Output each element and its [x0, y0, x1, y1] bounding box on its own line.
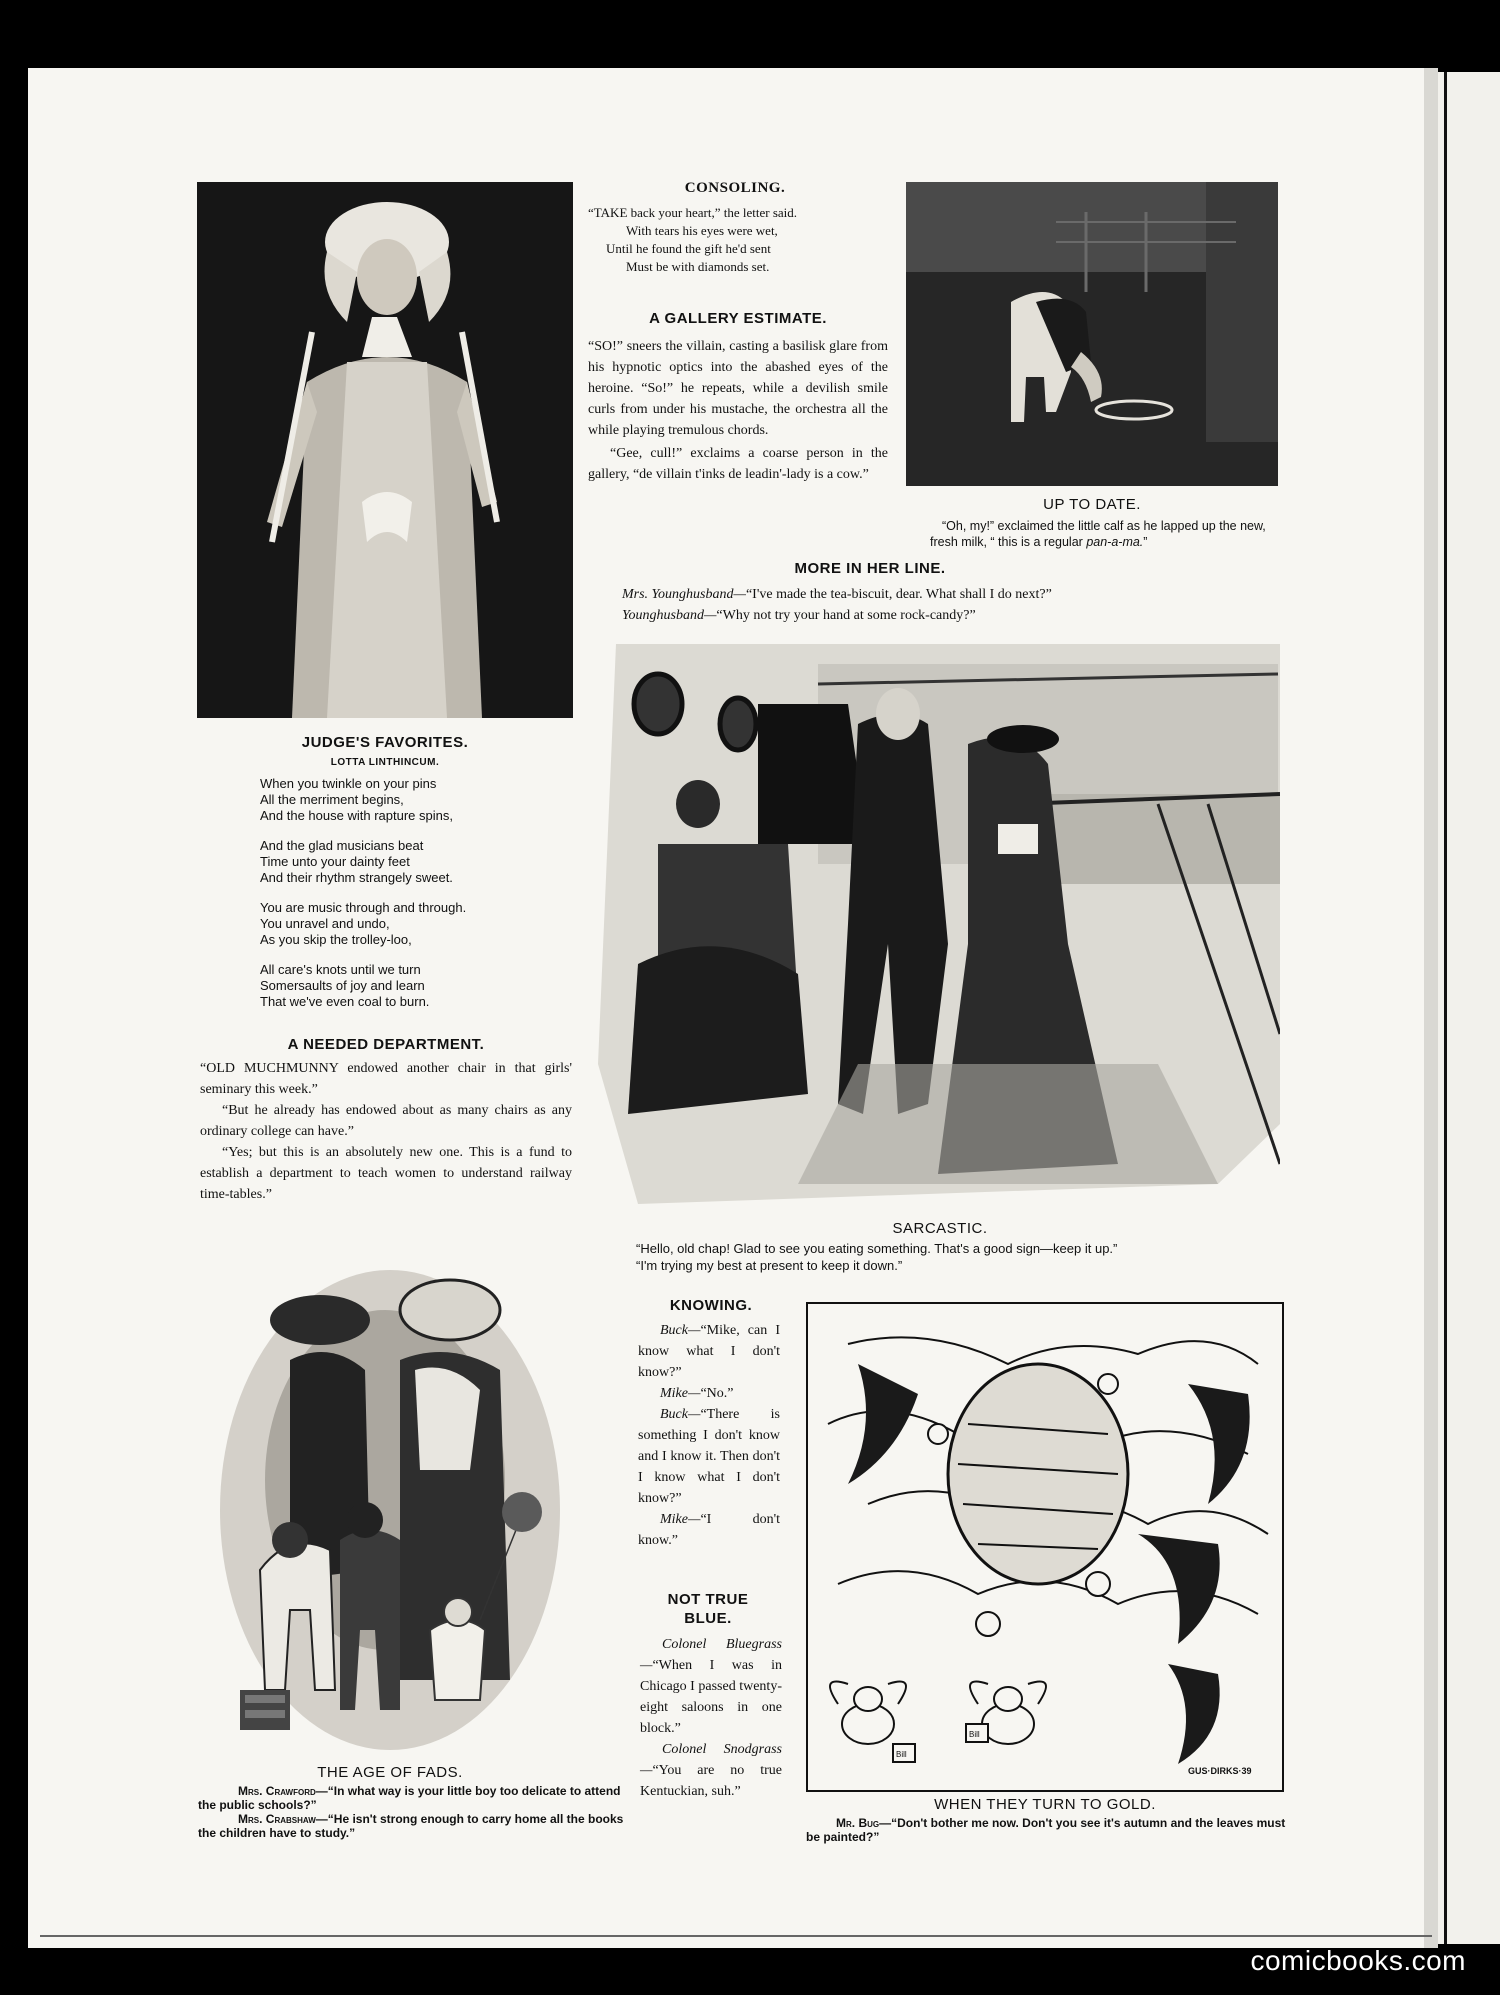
gallery-estimate-text [588, 336, 888, 485]
up-to-date-quote: “Oh, my!” exclaimed the little calf as he lapped up the new, fresh milk, “ this is a regular [930, 519, 1266, 549]
poem-stanza [260, 900, 560, 948]
more-in-her-line-dialogue [622, 584, 1342, 626]
not-true-blue-title-line-1: NOT TRUE [667, 1591, 749, 1608]
consoling-line: “TAKE back your heart,” the letter said. [588, 205, 798, 220]
judges-favorites-title: JUDGE'S FAVORITES. [301, 734, 469, 751]
poem-stanza [260, 776, 560, 824]
poem-line: Somersaults of joy and learn [260, 978, 425, 993]
judges-favorites-poem [260, 776, 560, 1024]
dialogue-text: “I've made the tea-biscuit, dear. What shall I do next?” [745, 587, 1052, 602]
dialogue-text: “Don't bother me now. Don't you see it's autumn and the leaves must be painted?” [806, 1816, 1286, 1844]
sarcastic-line-1: “Hello, old chap! Glad to see you eating something. That's a good sign—keep it up.” [636, 1241, 1118, 1256]
fads-line [198, 1812, 624, 1840]
age-of-fads-illustration [200, 1250, 580, 1760]
speaker-name: Mrs. Younghusband— [622, 587, 746, 602]
up-to-date-close-quote: ” [1143, 535, 1148, 549]
dialogue-text: “Why not try your hand at some rock-candy?” [716, 608, 976, 623]
consoling-line: Until he found the gift he'd sent [606, 241, 771, 256]
dialogue-text: “When I was in Chicago I passed twenty-eight saloons in one block.” [640, 1658, 782, 1736]
knowing-line [638, 1383, 780, 1404]
poem-line: Time unto your dainty feet [260, 854, 410, 869]
next-page-edge [1438, 72, 1500, 1944]
poem-line: You are music through and through. [260, 900, 467, 915]
calf-photo [906, 182, 1278, 486]
poem-line: All care's knots until we turn [260, 962, 421, 977]
dialogue-line [622, 605, 1342, 626]
gallery-paragraph-1: “SO!” sneers the villain, casting a basilisk glare from his hypnotic optics into the abashed eyes of the heroine. “So!” he repeats, while a devilish smile curls from under his mustache, the orchestra all the while playing tremulous chords. [588, 339, 888, 438]
speaker-name: Buck— [660, 1323, 701, 1338]
dialogue-text: “In what way is your little boy too delicate to attend the public schools?” [198, 1784, 621, 1812]
page-spine [1424, 68, 1438, 1948]
bucket-label: Bill [896, 1750, 907, 1759]
page-bottom-edge [40, 1935, 1432, 1937]
gallery-paragraph-2: “Gee, cull!” exclaims a coarse person in the gallery, “de villain t'inks de leadin'-lady is a cow.” [588, 446, 888, 482]
knowing-line [638, 1320, 780, 1383]
speaker-name: Younghusband— [622, 608, 717, 623]
portrait-photo [197, 182, 573, 718]
not-true-blue-line [640, 1739, 782, 1802]
sarcastic-dialogue [636, 1240, 1296, 1274]
poem-line: And the glad musicians beat [260, 838, 424, 853]
gold-cartoon-illustration [806, 1302, 1284, 1792]
not-true-blue-dialogue [640, 1634, 782, 1802]
speaker-name: Mrs. Crawford— [238, 1784, 328, 1798]
fads-line [198, 1784, 624, 1812]
up-to-date-title: UP TO DATE. [1043, 496, 1141, 513]
consoling-title: CONSOLING. [684, 180, 786, 196]
poem-line: All the merriment begins, [260, 792, 404, 807]
speaker-name: Buck— [660, 1407, 701, 1422]
needed-department-title: A NEEDED DEPARTMENT. [287, 1036, 485, 1053]
more-in-her-line-title: MORE IN HER LINE. [794, 560, 946, 577]
poem-line: And the house with rapture spins, [260, 808, 453, 823]
speaker-name: Colonel Snodgrass— [640, 1742, 782, 1778]
not-true-blue-line [640, 1634, 782, 1739]
dialogue-text: “He isn't strong enough to carry home all the books the children have to study.” [198, 1812, 624, 1840]
poem-stanza [260, 838, 560, 886]
sarcastic-line-2: “I'm trying my best at present to keep it down.” [636, 1258, 903, 1273]
up-to-date-text [930, 518, 1282, 550]
gold-title: WHEN THEY TURN TO GOLD. [934, 1796, 1156, 1813]
consoling-poem [588, 204, 888, 276]
not-true-blue-title [640, 1590, 776, 1628]
knowing-dialogue [638, 1320, 780, 1551]
knowing-line [638, 1404, 780, 1509]
speaker-name: Colonel Bluegrass— [640, 1637, 782, 1673]
poem-line: You unravel and undo, [260, 916, 390, 931]
age-of-fads-dialogue [198, 1784, 624, 1840]
knowing-line [638, 1509, 780, 1551]
speaker-name: Mrs. Crabshaw— [238, 1812, 328, 1826]
up-to-date-pun: pan-a-ma. [1086, 535, 1144, 549]
poem-line: As you skip the trolley-loo, [260, 932, 412, 947]
age-of-fads-title: THE AGE OF FADS. [317, 1764, 463, 1781]
dialogue-text: “I don't know.” [638, 1512, 780, 1548]
speaker-name: Mike— [660, 1512, 701, 1527]
dialogue-text: “There is something I don't know and I know it. Then don't I know what I don't know?” [638, 1407, 780, 1506]
bucket-label: Bill [969, 1730, 980, 1739]
needed-paragraph-2: “But he already has endowed about as many chairs as any ordinary college can have.” [200, 1103, 572, 1139]
poem-stanza [260, 962, 560, 1010]
needed-department-text [200, 1058, 572, 1205]
gold-cartoon-signature: GUS·DIRKS·39 [1188, 1766, 1252, 1776]
dialogue-line [622, 584, 1342, 605]
poem-line: And their rhythm strangely sweet. [260, 870, 453, 885]
judges-favorites-subtitle: LOTTA LINTHINCUM. [330, 757, 440, 768]
dialogue-text: “Mike, can I know what I don't know?” [638, 1323, 780, 1380]
needed-paragraph-3: “Yes; but this is an absolutely new one. This is a fund to establish a department to teach women to understand railway time-tables.” [200, 1145, 572, 1202]
needed-paragraph-1: “OLD MUCHMUNNY endowed another chair in that girls' seminary this week.” [200, 1061, 572, 1097]
consoling-line: With tears his eyes were wet, [626, 223, 778, 238]
site-watermark: comicbooks.com [1250, 1945, 1466, 1976]
dialogue-text: “You are no true Kentuckian, suh.” [640, 1763, 782, 1799]
dialogue-text: “No.” [700, 1386, 734, 1401]
sarcastic-title: SARCASTIC. [892, 1220, 988, 1237]
gold-dialogue [806, 1816, 1296, 1844]
speaker-name: Mr. Bug— [836, 1816, 892, 1830]
knowing-title: KNOWING. [669, 1297, 753, 1314]
poem-line: When you twinkle on your pins [260, 776, 437, 791]
gold-line [806, 1816, 1296, 1844]
poem-line: That we've even coal to burn. [260, 994, 430, 1009]
speaker-name: Mike— [660, 1386, 701, 1401]
ship-deck-illustration [598, 644, 1280, 1212]
consoling-line: Must be with diamonds set. [626, 259, 770, 274]
not-true-blue-title-line-2: BLUE. [684, 1610, 732, 1627]
gallery-estimate-title: A GALLERY ESTIMATE. [649, 310, 827, 327]
